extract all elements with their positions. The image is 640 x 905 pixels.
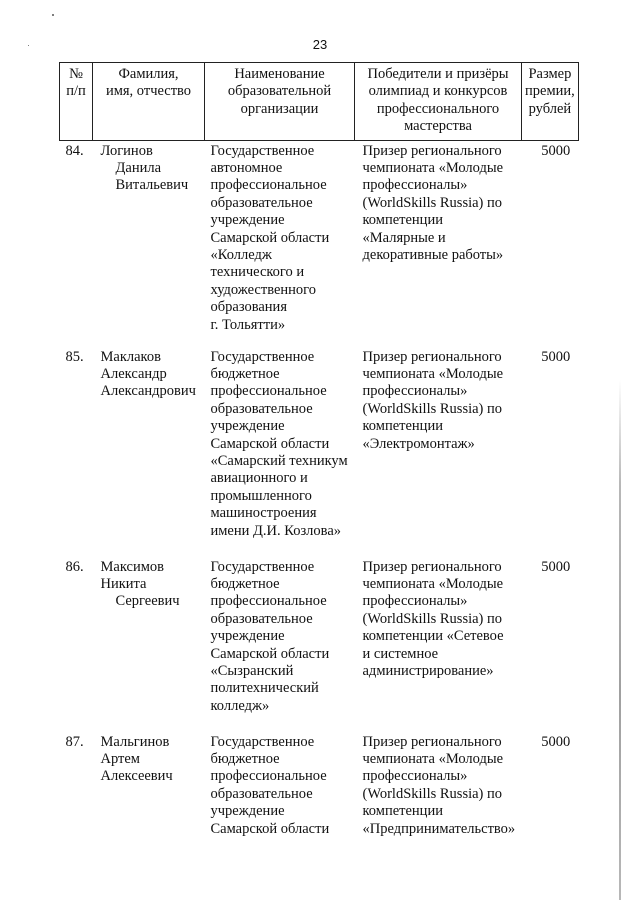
row-full-name: Логинов Данила Витальевич: [100, 142, 189, 194]
row-organization: Государственное бюджетное профессиональное образовательное учреждение Самарской области «Самарский техникум авиационного и промышленного машиностроения имени Д.И. Козлова»: [210, 348, 348, 539]
row-number: 87.: [65, 733, 84, 750]
row-full-name: Маклаков Александр Александрович: [100, 348, 196, 400]
scan-speck: [52, 14, 54, 16]
table-row: [60, 349, 579, 559]
header-full-name: Фамилия, имя, отчество: [93, 63, 205, 141]
header-prize-amount: Размер премии, рублей: [522, 63, 579, 141]
table-header-row: [60, 63, 579, 141]
row-organization: Государственное бюджетное профессиональное образовательное учреждение Самарской области «Сызранский политехнический колледж»: [210, 558, 330, 714]
row-organization: Государственное автономное профессиональное образовательное учреждение Самарской области «Колледж технического и художественного образования г. Тольятти»: [210, 142, 330, 333]
row-achievement: Призер регионального чемпионата «Молодые профессионалы» (WorldSkills Russia) по компетенции «Сетевое и системное администрирование»: [362, 558, 504, 680]
row-achievement: Призер регионального чемпионата «Молодые профессионалы» (WorldSkills Russia) по компетенции «Малярные и декоративные работы»: [362, 142, 504, 264]
row-prize-amount: 5000: [541, 142, 571, 159]
header-number: № п/п: [60, 63, 93, 141]
header-organization: Наименование образовательной организации: [205, 63, 355, 141]
header-winners: Победители и призёры олимпиад и конкурсов профессионального мастерства: [355, 63, 522, 141]
row-achievement: Призер регионального чемпионата «Молодые профессионалы» (WorldSkills Russia) по компетенции «Предпринимательство»: [362, 733, 516, 837]
table-row: [60, 559, 579, 734]
table-row: [60, 734, 579, 838]
row-full-name: Мальгинов Артем Алексеевич: [100, 733, 173, 785]
table-row: [60, 140, 579, 349]
awards-table: [59, 62, 579, 838]
row-organization: Государственное бюджетное профессиональное образовательное учреждение Самарской области: [210, 733, 330, 837]
row-full-name: Максимов Никита Сергеевич: [100, 558, 180, 610]
row-number: 85.: [65, 348, 84, 365]
row-prize-amount: 5000: [541, 558, 571, 575]
row-number: 84.: [65, 142, 84, 159]
row-prize-amount: 5000: [541, 348, 571, 365]
page-number: 23: [312, 37, 328, 52]
row-prize-amount: 5000: [541, 733, 571, 750]
row-achievement: Призер регионального чемпионата «Молодые профессионалы» (WorldSkills Russia) по компетенции «Электромонтаж»: [362, 348, 504, 452]
row-number: 86.: [65, 558, 84, 575]
scan-edge-shadow: [619, 380, 621, 900]
